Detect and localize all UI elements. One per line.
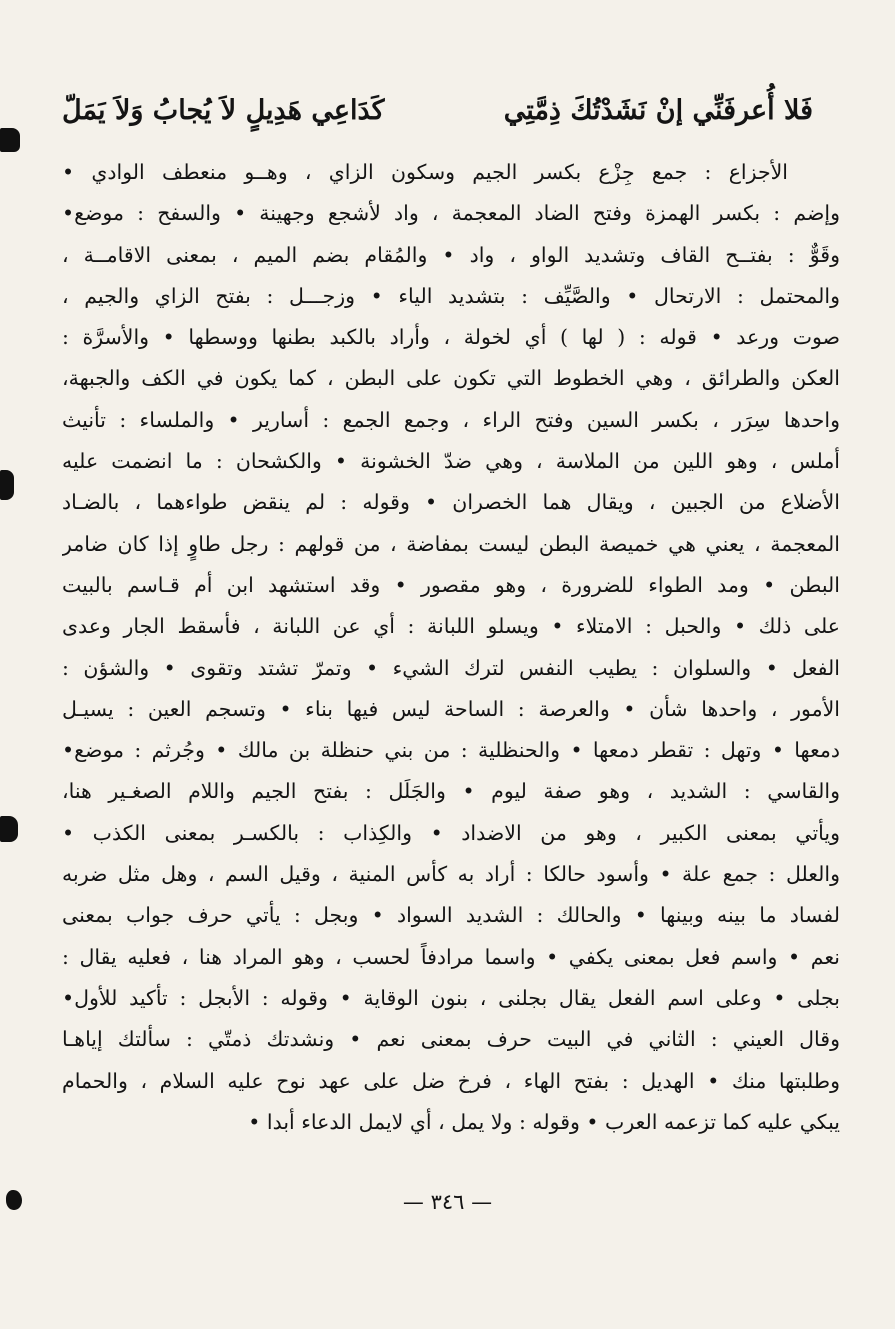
text-line: واحدها سِرَر ، بكسر السين وفتح الراء ، وجمع الجمع : أسارير • والملساء : تأنيث	[62, 407, 840, 432]
text-line: بجلى • وعلى اسم الفعل يقال بجلنى ، بنون الوقاية • وقوله : الأبجل : تأكيد للأول•	[62, 985, 840, 1010]
text-line: نعم • واسم فعل بمعنى يكفي • واسما مرادفاً لحسب ، وهو المراد هنا ، فعليه يقال :	[62, 944, 840, 969]
text-line: صوت ورعد • قوله : ( لها ) أي لخولة ، وأراد بالكبد بطنها ووسطها • والأسرَّة :	[62, 325, 840, 350]
text-line: الأضلاع من الجبين ، ويقال هما الخصران • وقوله : لم ينقض طواءهما ، بالضـاد	[62, 490, 840, 515]
text-line: يبكي عليه كما تزعمه العرب • وقوله : ولا يمل ، أي لايمل الدعاء أبدا •	[248, 1109, 840, 1134]
text-line: دمعها • وتهل : تقطر دمعها • والحنظلية : من بني حنظلة بن مالك • وجُرثم : موضع•	[62, 738, 840, 763]
text-line: والعلل : جمع علة • وأسود حالكا : أراد به كأس المنية ، وقيل السم ، وهل مثل ضربه	[62, 862, 840, 887]
text-line: وقال العيني : الثاني في البيت حرف بمعنى نعم • ونشدتك ذمتّي : سألتك إياهـا	[62, 1027, 840, 1052]
commentary-text	[62, 152, 840, 1143]
text-line: وقَوٌّ : بفتــح القاف وتشديد الواو ، واد • والمُقام بضم الميم ، بمعنى الاقامــة ،	[62, 242, 840, 267]
text-line: ويأتي بمعنى الكبير ، وهو من الاضداد • والكِذاب : بالكسـر بمعنى الكذب •	[62, 820, 840, 845]
text-line: والمحتمل : الارتحال • والصَّيِّف : بتشديد الياء • وزجـــل : بفتح الزاي والجيم ،	[62, 283, 840, 308]
text-line: المعجمة ، يعني هي خميصة البطن ليست بمفاضة ، من قولهم : رجل طاوٍ إذا كان ضامر	[62, 531, 840, 556]
text-line: أملس ، وهو اللين من الملاسة ، وهي ضدّ الخشونة • والكشحان : ما انضمت عليه	[62, 449, 840, 474]
text-line: وإضم : بكسر الهمزة وفتح الضاد المعجمة ، واد لأشجع وجهينة • والسفح : موضع•	[62, 201, 840, 226]
scan-artifact	[0, 470, 14, 500]
text-line: على ذلك • والحبل : الامتلاء • ويسلو اللبانة : أي عن اللبانة ، فأسقط الجار وعدى	[62, 614, 840, 639]
text-line: الأجزاع : جمع جِزْع بكسر الجيم وسكون الزاي ، وهــو منعطف الوادي •	[62, 160, 788, 184]
text-line: الأمور ، واحدها شأن • والعرصة : الساحة ليس فيها بناء • وتسجم العين : يسيـل	[62, 696, 840, 721]
text-line: وطلبتها منك • الهديل : بفتح الهاء ، فرخ ضل على عهد نوح عليه السلام ، والحمام	[62, 1068, 840, 1093]
text-line: لفساد ما بينه وبينها • والحالك : الشديد السواد • وبجل : يأتي حرف جواب بمعنى	[62, 903, 840, 928]
text-line: البطن • ومد الطواء للضرورة ، وهو مقصور • وقد استشهد ابن أم قـاسم بالبيت	[62, 572, 840, 597]
text-line: والقاسي : الشديد ، وهو صفة ليوم • والجَلَل : بفتح الجيم واللام الصغـير هنا،	[62, 779, 840, 804]
scan-artifact	[0, 128, 20, 152]
text-line: العكن والطرائق ، وهي الخطوط التي تكون على البطن ، كما يكون في الكف والجبهة،	[62, 366, 840, 391]
verse-second-hemistich: كَدَاعِي هَدِيلٍ لاَ يُجابُ وَلاَ يَمَلّ	[62, 95, 385, 126]
verse-first-hemistich: فَلا أُعرفَنِّي إنْ نَشَدْتُكَ ذِمَّتِي	[503, 95, 813, 126]
text-line: الفعل • والسلوان : يطيب النفس لترك الشيء • وتمرّ تشتد وتقوى • والشؤن :	[62, 655, 840, 680]
scan-artifact	[0, 816, 18, 842]
page-number: — ٣٤٦ —	[402, 1190, 493, 1214]
